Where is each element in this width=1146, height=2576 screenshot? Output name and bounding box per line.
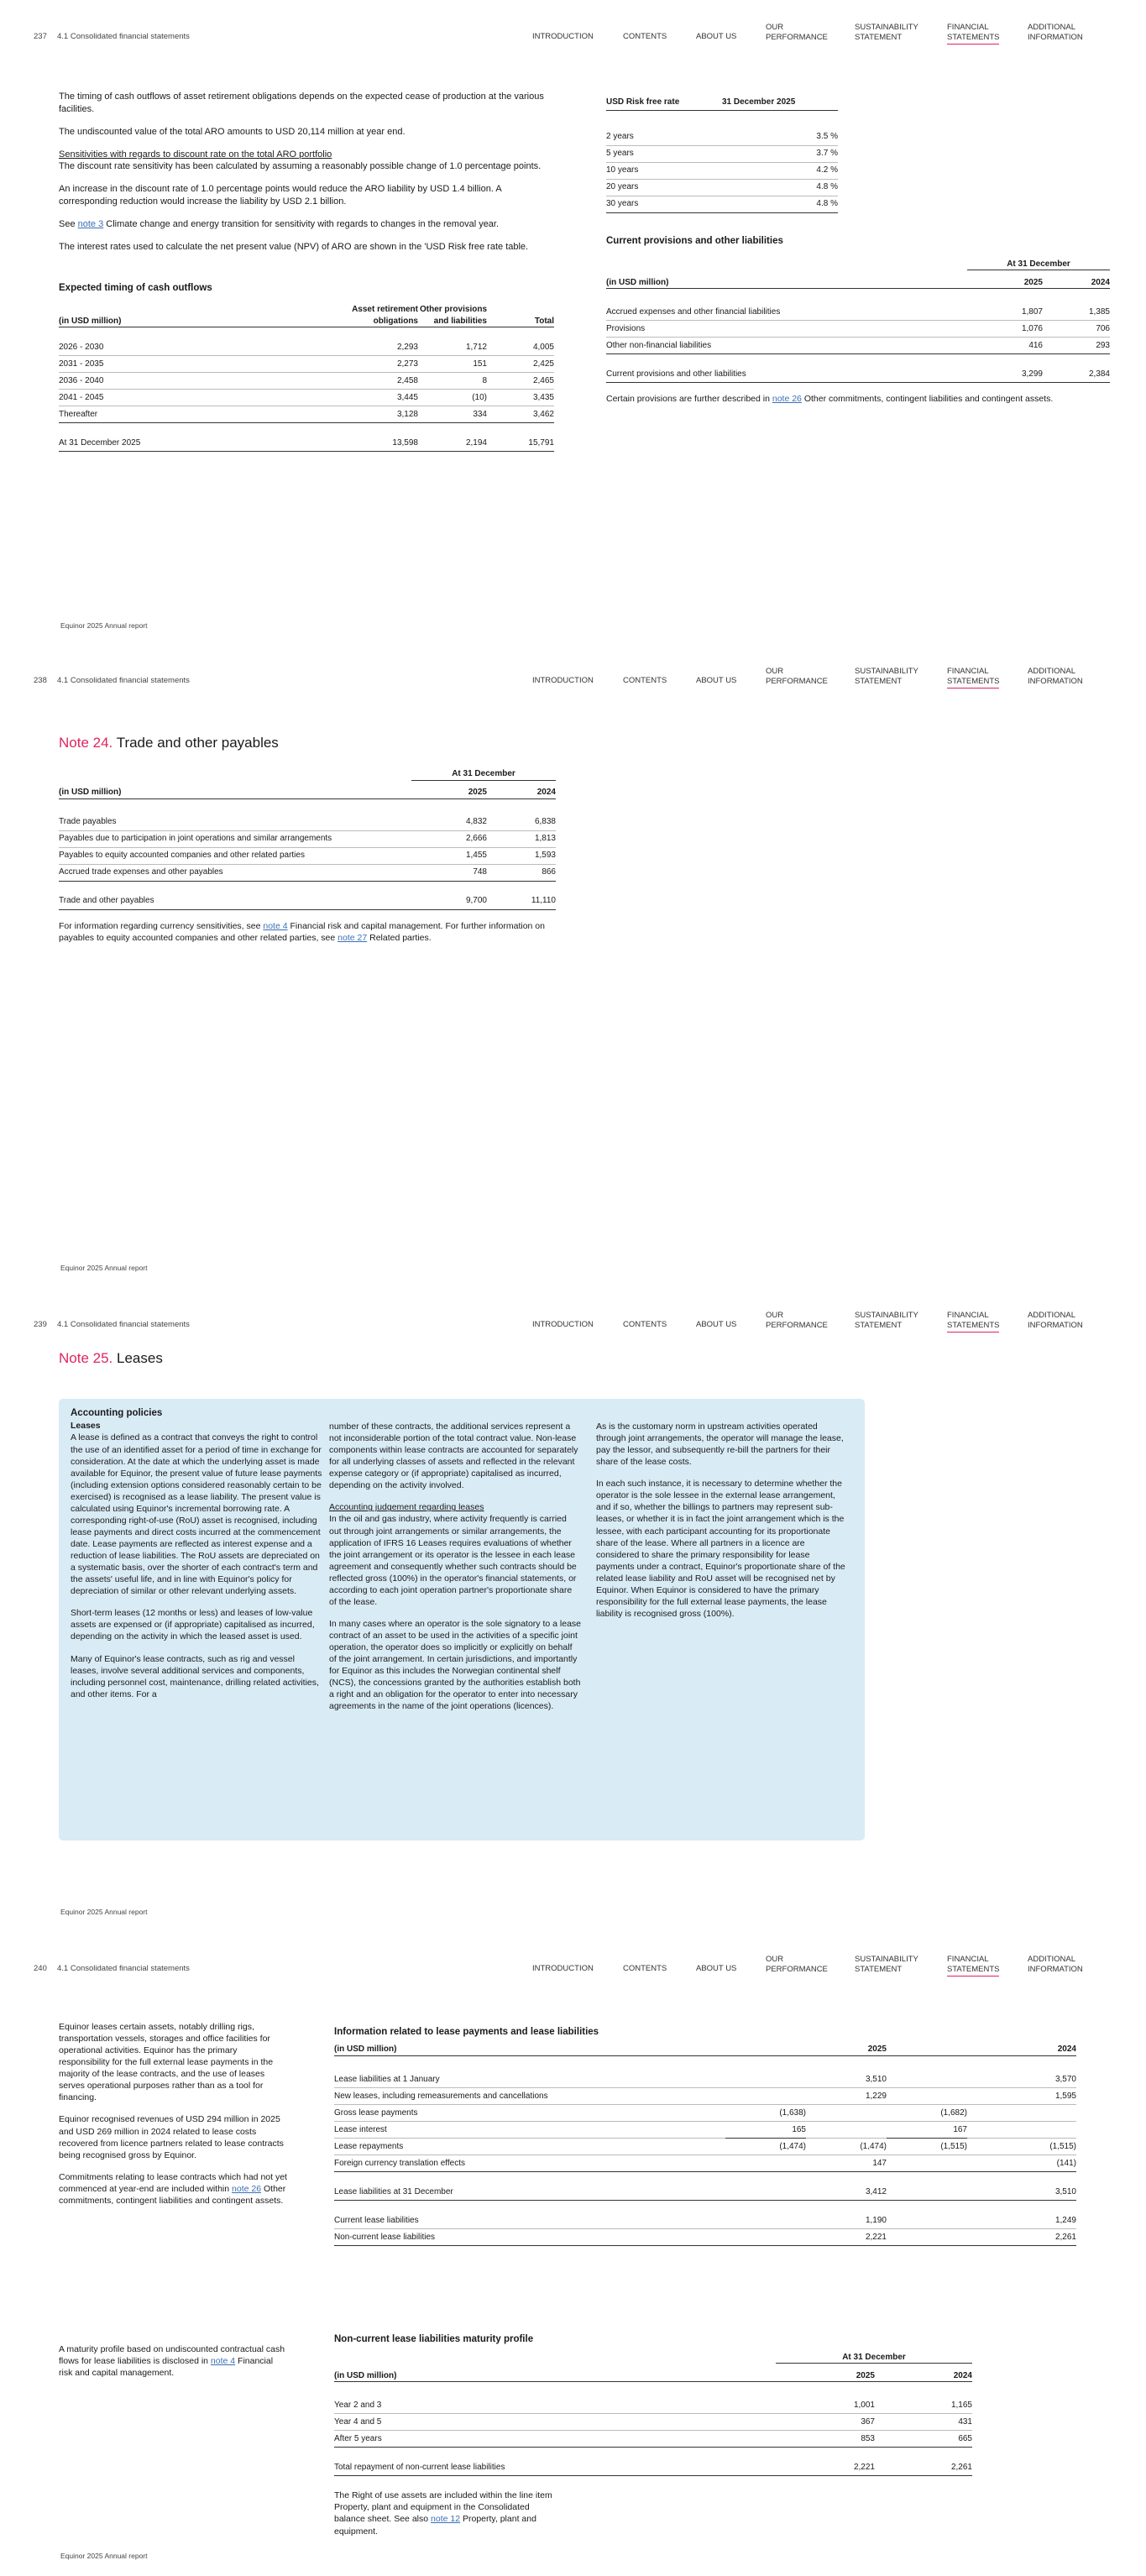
unit-label: (in USD million) (606, 270, 967, 289)
page-number: 237 (34, 32, 47, 41)
subheading: Leases (71, 1421, 101, 1432)
paragraph: Equinor leases certain assets, notably drilling rigs, transportation vessels, storages and office facilities for operational activities. Equinor has the primary responsibility for the full external lease payments in the majority of the lease contracts, and the use of leases serves operational purposes rather than as a tool for financing. (59, 2022, 274, 2103)
nav-sustainability-statement[interactable]: SUSTAINABILITY STATEMENT (855, 1311, 918, 1330)
table-total-row: Trade and other payables 9,700 11,110 (59, 893, 556, 909)
paragraph: An increase in the discount rate of 1.0 percentage points would reduce the ARO liability by USD 1.4 billion. A corresponding reduction would increase the liability by USD 2.1 billion. (59, 184, 502, 207)
lease-information-table (334, 2026, 1076, 2246)
paragraph: The discount rate sensitivity has been calculated by assuming a reasonably possible change of 1.0 percentage points. (59, 161, 542, 172)
nav-financial-statements[interactable]: FINANCIAL STATEMENTS (947, 1955, 999, 1977)
table-row: Other non-financial liabilities 416 293 (606, 338, 1110, 354)
nav-our-performance[interactable]: OUR PERFORMANCE (766, 667, 828, 686)
table-row: Lease liabilities at 1 January 3,510 3,570 (334, 2071, 1076, 2088)
maturity-text (59, 2343, 287, 2389)
table-row: Thereafter 3,128 334 3,462 (59, 406, 554, 423)
paragraph: As is the customary norm in upstream activities operated through joint arrangements, the operator will manage the lease, pay the lessor, and subsequently re-bill the partners for their share of the lease costs. (596, 1422, 844, 1468)
page-header (0, 644, 1146, 694)
page-number: 240 (34, 1964, 47, 1973)
column-header: Other provisions and liabilities (419, 305, 487, 326)
policy-column-3 (596, 1421, 848, 1630)
nav-contents[interactable]: CONTENTS (623, 1320, 667, 1329)
table-total-row: Current provisions and other liabilities 3,299 2,384 (606, 366, 1110, 383)
table-row: Accrued trade expenses and other payables 748 866 (59, 864, 556, 881)
paragraph: In many cases where an operator is the sole signatory to a lease contract of an asset to be used in the activities of a specific joint operation, the operator does so implicitly or explicitly on behalf of the joint arrangement. In certain jurisdictions, and importantly for Equinor as this includes the Norwegian continental shelf (NCS), the concessions granted by the authorities establish both a right and an obligation for the operator to enter into necessary agreements in the name of the joint operations (licences). (329, 1618, 581, 1712)
column-header: 2025 (776, 2364, 875, 2382)
nav-sustainability-statement[interactable]: SUSTAINABILITY STATEMENT (855, 23, 918, 42)
table-row: Lease interest 165 167 (334, 2122, 1076, 2139)
nav-additional-information[interactable]: ADDITIONAL INFORMATION (1028, 23, 1083, 42)
column-header: 2024 (875, 2364, 972, 2382)
nav-about-us[interactable]: ABOUT US (696, 1964, 737, 1973)
nav-financial-statements[interactable]: FINANCIAL STATEMENTS (947, 667, 999, 689)
column-header: 2025 (967, 270, 1043, 289)
nav-contents[interactable]: CONTENTS (623, 1964, 667, 1973)
nav-sustainability-statement[interactable]: SUSTAINABILITY STATEMENT (855, 667, 918, 686)
paragraph: Short-term leases (12 months or less) and leases of low-value assets are expensed or (if appropriate) capitalised as incurred, depending on the activity in which the leased asset is used. (71, 1608, 315, 1642)
page-footer: Equinor 2025 Annual report (60, 1264, 148, 1272)
paragraph: The undiscounted value of the total ARO amounts to USD 20,114 million at year end. (59, 126, 406, 137)
section-title: 4.1 Consolidated financial statements (57, 32, 190, 41)
table-row: 2026 - 2030 2,293 1,712 4,005 (59, 339, 554, 356)
policy-column-2 (329, 1421, 581, 1722)
table-row: New leases, including remeasurements and cancellations 1,229 1,595 (334, 2088, 1076, 2105)
nav-additional-information[interactable]: ADDITIONAL INFORMATION (1028, 1311, 1083, 1330)
unit-label: (in USD million) (59, 780, 411, 798)
payables-table (59, 768, 556, 944)
page-footer: Equinor 2025 Annual report (60, 2552, 148, 2560)
nav-additional-information[interactable]: ADDITIONAL INFORMATION (1028, 1955, 1083, 1974)
section-title: 4.1 Consolidated financial statements (57, 1320, 190, 1329)
page-footer: Equinor 2025 Annual report (60, 621, 148, 630)
table-row: Current lease liabilities 1,190 1,249 (334, 2212, 1076, 2229)
table-row: 10 years 4.2 % (606, 162, 838, 179)
paragraph: The timing of cash outflows of asset retirement obligations depends on the expected cease of production at the various facilities. (59, 92, 544, 114)
table-row: Accrued expenses and other financial liabilities 1,807 1,385 (606, 304, 1110, 321)
section-title: 4.1 Consolidated financial statements (57, 676, 190, 685)
paragraph: The interest rates used to calculate the net present value (NPV) of ARO are shown in the 'USD Risk free rate table. (59, 241, 529, 252)
nav-contents[interactable]: CONTENTS (623, 32, 667, 41)
nav-introduction[interactable]: INTRODUCTION (532, 1320, 594, 1329)
table-row: Trade payables 4,832 6,838 (59, 814, 556, 830)
table-title: Information related to lease payments and lease liabilities (334, 2027, 599, 2037)
column-header: 31 December 2025 (722, 95, 838, 110)
column-header: 2025 (806, 2043, 887, 2056)
table-row: Foreign currency translation effects 147 (141) (334, 2155, 1076, 2172)
table-row: 20 years 4.8 % (606, 179, 838, 196)
maturity-profile-table (334, 2333, 972, 2537)
page-number: 239 (34, 1320, 47, 1329)
table-total-row: Lease liabilities at 31 December 3,412 3,510 (334, 2184, 1076, 2201)
table-title: Current provisions and other liabilities (606, 236, 783, 246)
table-row: 2036 - 2040 2,458 8 2,465 (59, 373, 554, 390)
subheading: Sensitivities with regards to discount rate on the total ARO portfolio (59, 149, 332, 160)
table-row: 2041 - 2045 3,445 (10) 3,435 (59, 390, 554, 406)
nav-our-performance[interactable]: OUR PERFORMANCE (766, 1311, 828, 1330)
nav-financial-statements[interactable]: FINANCIAL STATEMENTS (947, 1311, 999, 1333)
current-provisions-table (606, 235, 1110, 405)
page-footer: Equinor 2025 Annual report (60, 1908, 148, 1916)
note-number: Note 25. (59, 1350, 113, 1366)
nav-about-us[interactable]: ABOUT US (696, 676, 737, 685)
column-header: 2024 (487, 780, 556, 798)
table-row: Year 4 and 5 367 431 (334, 2414, 972, 2431)
paragraph: The Right of use assets are included within the line item Property, plant and equipment in the Consolidated balance sheet. See also note 12 Property, plant and equipment. (334, 2490, 552, 2537)
table-row: 2031 - 2035 2,273 151 2,425 (59, 356, 554, 373)
table-row: Payables due to participation in joint operations and similar arrangements 2,666 1,813 (59, 830, 556, 847)
timing-table (59, 282, 554, 452)
paragraph: number of these contracts, the additional services represent a not inconsiderable portion of the total contract value. Non-lease components within lease contracts are accounted for separately for all underlying classes of assets and reflected in the relevant expense category or (if appropriate) capitalised as incurred, depending on the activity involved. (329, 1422, 578, 1491)
paragraph: In the oil and gas industry, where activity frequently is carried out through joint arrangements or similar arrangements, the application of IFRS 16 Leases requires evaluations of whether the joint arrangement or its operator is the lessee in each lease agreement and consequently whether such contracts should be reflected gross (100%) in the operator's financial statements, or according to each joint operation partner's proportionate share of the lease. (329, 1514, 577, 1607)
accounting-policies-panel (59, 1399, 865, 1840)
nav-introduction[interactable]: INTRODUCTION (532, 676, 594, 685)
table-total-row: Total repayment of non-current lease liabilities 2,221 2,261 (334, 2459, 972, 2476)
column-header: USD Risk free rate (606, 95, 722, 110)
table-row: 2 years 3.5 % (606, 128, 838, 145)
table-title: Expected timing of cash outflows (59, 283, 212, 293)
policy-column-1 (71, 1407, 322, 1710)
unit-label: (in USD million) (59, 304, 338, 327)
page-239 (0, 1288, 1146, 1932)
table-row: Lease repayments (1,474) (1,474) (1,515) (1,515) (334, 2139, 1076, 2155)
column-header: Total (487, 304, 554, 327)
paragraph: See note 3 Climate change and energy transition for sensitivity with regards to changes in the removal year. (59, 218, 500, 229)
paragraph: A maturity profile based on undiscounted contractual cash flows for lease liabilities is disclosed in note 4 Financial risk and capital management. (59, 2344, 285, 2379)
table-row: Gross lease payments (1,638) (1,682) (334, 2105, 1076, 2122)
column-header: 2024 (967, 2043, 1076, 2056)
table-total-row: At 31 December 2025 13,598 2,194 15,791 (59, 435, 554, 452)
column-header: Asset retirement obligations (338, 304, 418, 327)
paragraph: Equinor recognised revenues of USD 294 million in 2025 and USD 269 million in 2024 related to lease costs recovered from licence partners related to lease contracts being recognised gross by Equinor. (59, 2114, 284, 2160)
page-number: 238 (34, 676, 47, 685)
table-row: 5 years 3.7 % (606, 145, 838, 162)
risk-free-rate-table (606, 95, 838, 213)
note-link[interactable]: note 3 (77, 218, 104, 229)
note-link[interactable]: note 12 (431, 2514, 461, 2525)
nav-introduction[interactable]: INTRODUCTION (532, 1964, 594, 1973)
nav-additional-information[interactable]: ADDITIONAL INFORMATION (1028, 667, 1083, 686)
table-row: After 5 years 853 665 (334, 2431, 972, 2448)
panel-heading: Accounting policies (71, 1408, 163, 1418)
note-link[interactable]: note 4 (263, 920, 288, 931)
paragraph: Many of Equinor's lease contracts, such as rig and vessel leases, involve several additional services and components, including personnel cost, maintenance, drilling related activities, and other items. For a (71, 1653, 319, 1699)
note-title: Note 25. Leases (59, 1350, 163, 1366)
nav-about-us[interactable]: ABOUT US (696, 32, 737, 41)
column-header: 2024 (1043, 270, 1110, 289)
page-237 (0, 0, 1146, 644)
paragraph: In each such instance, it is necessary to determine whether the operator is the sole lessee in the external lease arrangement, and if so, whether the billings to partners may represent sub-leases, or whether it is in fact the joint arrangement which is the lessee, with each participant accounting for its proportionate share of the lease. Where all partners in a licence are considered to share the primary responsibility for lease payments under a contract, Equinor's proportionate share of the related lease liability and RoU asset will be recognised net by Equinor. When Equinor is considered to have the primary responsibility for the full external lease payments, the lease liability is recognised gross (100%). (596, 1479, 845, 1619)
page-header (0, 1288, 1146, 1338)
note-number: Note 24. (59, 735, 113, 751)
table-row: Provisions 1,076 706 (606, 321, 1110, 338)
lease-intro-text (59, 2021, 287, 2217)
nav-about-us[interactable]: ABOUT US (696, 1320, 737, 1329)
unit-label: (in USD million) (334, 2364, 776, 2382)
note-link[interactable]: note 26 (232, 2183, 262, 2194)
note-title: Note 24. Trade and other payables (59, 735, 279, 751)
unit-label: (in USD million) (334, 2043, 725, 2056)
table-row: Year 2 and 3 1,001 1,165 (334, 2397, 972, 2414)
table-row: Non-current lease liabilities 2,221 2,261 (334, 2229, 1076, 2246)
note-link[interactable]: note 27 (338, 932, 368, 943)
nav-introduction[interactable]: INTRODUCTION (532, 32, 594, 41)
paragraph: For information regarding currency sensitivities, see note 4 Financial risk and capital management. For further information on payables to equity accounted companies and other related parties, see note 27 Related parties. (59, 920, 545, 943)
table-row: 30 years 4.8 % (606, 196, 838, 212)
nav-our-performance[interactable]: OUR PERFORMANCE (766, 23, 828, 42)
page-240 (0, 1932, 1146, 2576)
nav-contents[interactable]: CONTENTS (623, 676, 667, 685)
subheading: Accounting judgement regarding leases (329, 1502, 484, 1513)
column-header: 2025 (411, 780, 487, 798)
page-238 (0, 644, 1146, 1288)
page-header (0, 1932, 1146, 1982)
table-title: Non-current lease liabilities maturity profile (334, 2334, 534, 2344)
nav-our-performance[interactable]: OUR PERFORMANCE (766, 1955, 828, 1974)
period-header: At 31 December (411, 768, 556, 780)
paragraph: Certain provisions are further described in note 26 Other commitments, contingent liabilities and contingent assets. (606, 394, 1054, 405)
nav-financial-statements[interactable]: FINANCIAL STATEMENTS (947, 23, 999, 45)
page-header (0, 0, 1146, 50)
section-title: 4.1 Consolidated financial statements (57, 1964, 190, 1973)
nav-sustainability-statement[interactable]: SUSTAINABILITY STATEMENT (855, 1955, 918, 1974)
paragraph: A lease is defined as a contract that conveys the right to control the use of an identified asset for a period of time in exchange for consideration. At the date at which the underlying asset is made available for Equinor, the present value of future lease payments (including extension options considered reasonably certain to be exercised) is recognised as a lease liability. The present value is calculated using Equinor's incremental borrowing rate. A corresponding right-of-use (RoU) asset is recognised, including lease payments and direct costs incurred at the commencement date. Lease payments are reflected as interest expense and a reduction of lease liabilities. The RoU assets are depreciated on a systematic basis, over the shorter of each contract's term and the assets' useful life, and in line with Equinor's policy for depreciation of similar or other relevant underlying assets. (71, 1432, 322, 1597)
table-row: Payables to equity accounted companies and other related parties 1,455 1,593 (59, 847, 556, 864)
aro-text (59, 91, 554, 254)
paragraph: Commitments relating to lease contracts which had not yet commenced at year-end are included within note 26 Other commitments, contingent liabilities and contingent assets. (59, 2171, 287, 2206)
period-header: At 31 December (967, 259, 1110, 270)
note-link[interactable]: note 26 (772, 394, 802, 405)
note-link[interactable]: note 4 (210, 2356, 236, 2367)
period-header: At 31 December (776, 2352, 972, 2364)
